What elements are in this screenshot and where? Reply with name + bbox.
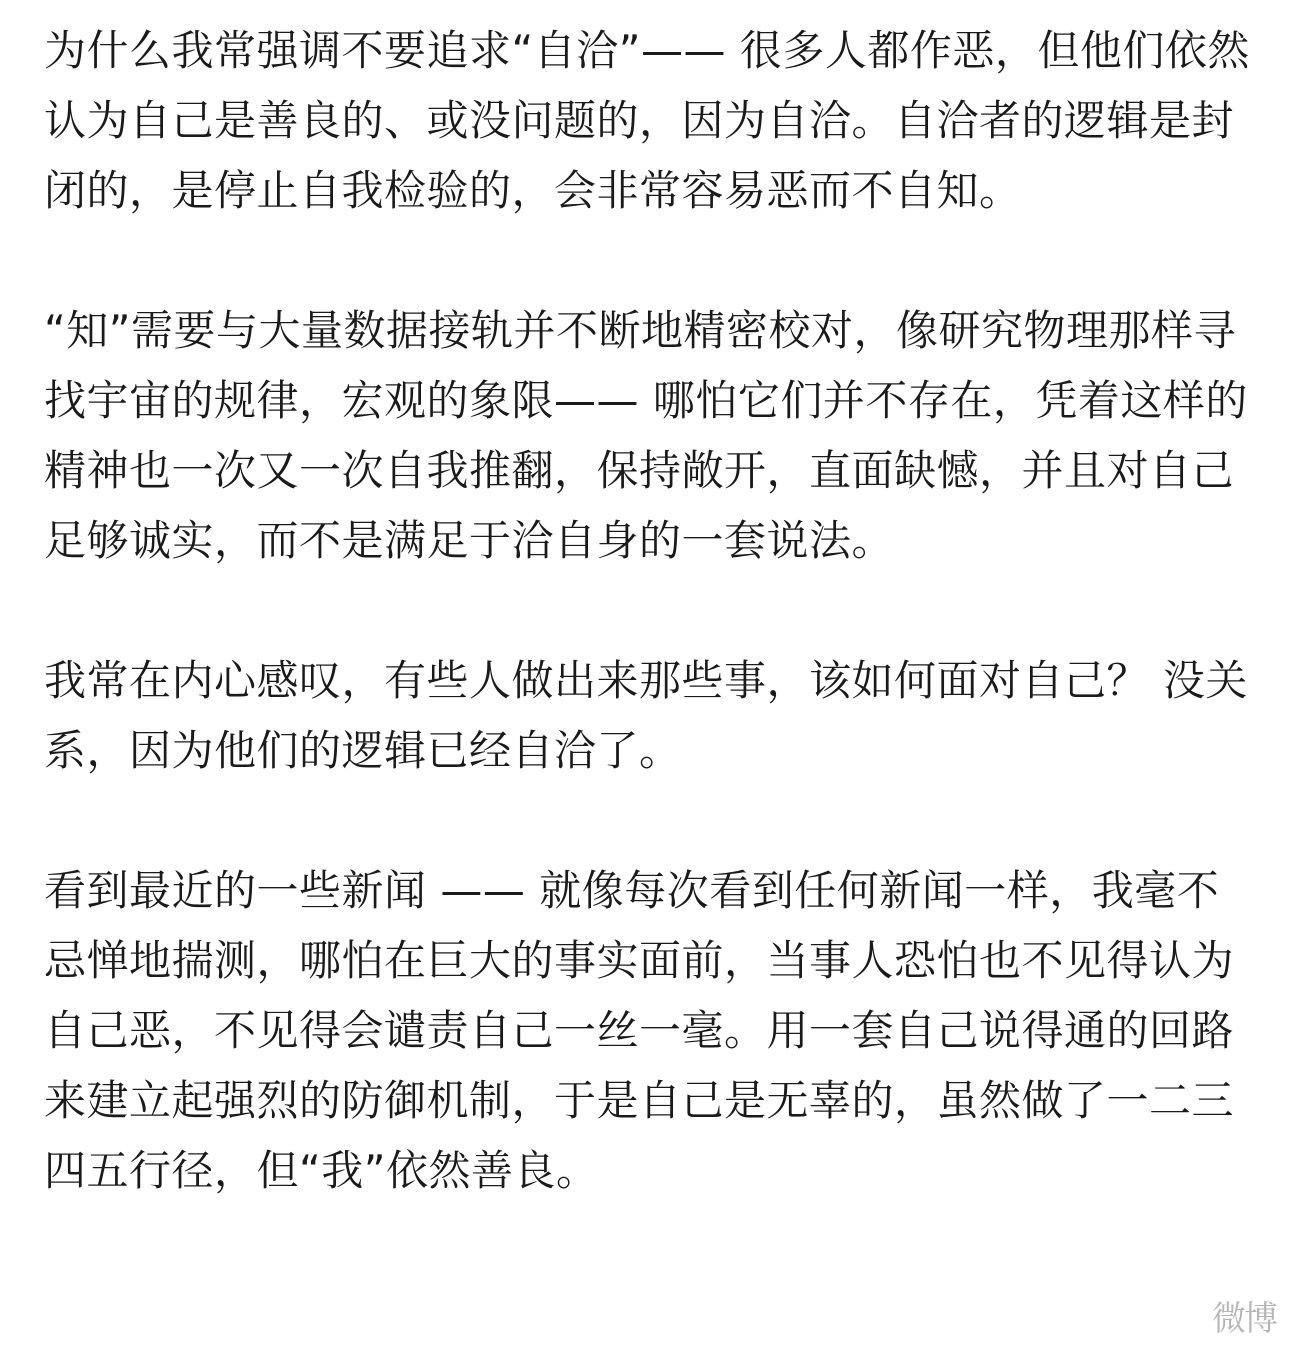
article-body [44,16,1254,1206]
paragraph-1: 为什么我常强调不要追求“自洽”—— 很多人都作恶，但他们依然认为自己是善良的、或没问题的，因为自洽。自洽者的逻辑是封闭的，是停止自我检验的，会非常容易恶而不自知。 [44,26,1250,215]
paragraph-4: 看到最近的一些新闻 —— 就像每次看到任何新闻一样，我毫不忌惮地揣测，哪怕在巨大的事实面前，当事人恐怕也不见得认为自己恶，不见得会谴责自己一丝一毫。用一套自己说得通的回路来建立起强烈的防御机制，于是自己是无辜的，虽然做了一二三四五行径，但“我”依然善良。 [44,866,1235,1195]
paragraph-2: “知”需要与大量数据接轨并不断地精密校对，像研究物理那样寻找宇宙的规律，宏观的象限—— 哪怕它们并不存在，凭着这样的精神也一次又一次自我推翻，保持敞开，直面缺憾，并且对自己足够诚实，而不是满足于洽自身的一套说法。 [44,306,1248,565]
paragraph-3: 我常在内心感叹，有些人做出来那些事，该如何面对自己？ 没关系，因为他们的逻辑已经自洽了。 [44,656,1248,775]
weibo-watermark: 微博 [1212,1299,1276,1339]
